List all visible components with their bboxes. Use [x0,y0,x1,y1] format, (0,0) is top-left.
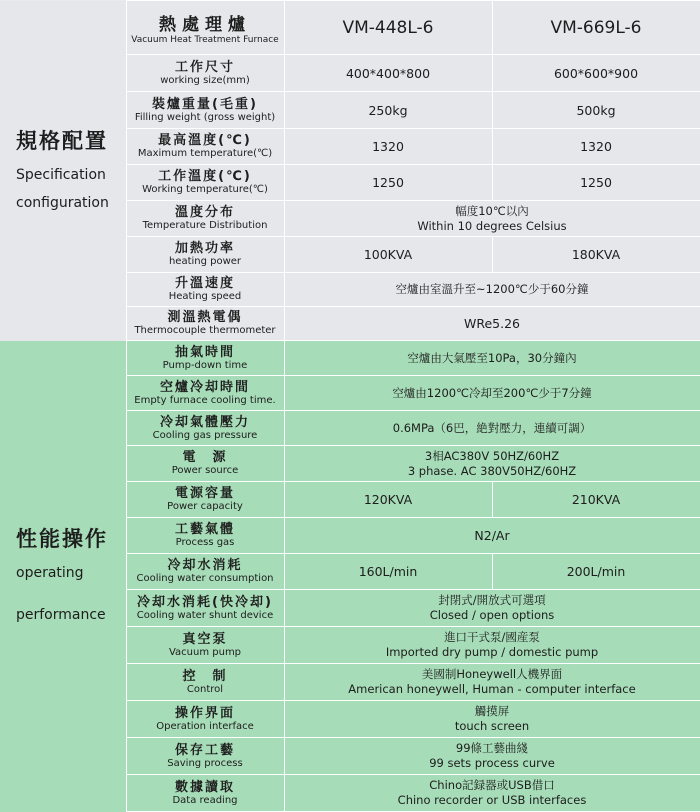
row-value-1: 120KVA [284,482,492,518]
section-spec-en1: Specification [16,166,106,183]
header-row [0,1,700,55]
row-value-merged: 空爐由室溫升至~1200℃少于60分鐘 [284,273,700,307]
row-value-1: 160L/min [284,554,492,590]
row-label: 保存工藝 Saving process [126,738,284,775]
row-value-1: 100KVA [284,237,492,273]
row-value-1: 1320 [284,129,492,165]
row-value-2: 180KVA [492,237,700,273]
row-value-merged: 進口干式泵/國産泵 Imported dry pump / domestic pump [284,627,700,664]
model-2: VM-669L-6 [492,1,700,55]
row-value-merged: N2/Ar [284,518,700,554]
row-value-2: 500kg [492,92,700,129]
row-label: 測溫熱電偶 Thermocouple thermometer [126,307,284,341]
section-perf [0,341,126,812]
section-spec [0,1,126,341]
header-label-cn: 熱處理爐 [159,15,251,35]
row-label: 電源容量 Power capacity [126,482,284,518]
row-value-merged: 封閉式/開放式可選項 Closed / open options [284,590,700,627]
row-value-merged: 3相AC380V 50HZ/60HZ 3 phase. AC 380V50HZ/60HZ [284,446,700,482]
row-value-merged: 99條工藝曲綫 99 sets process curve [284,738,700,775]
row-value-merged: 空爐由大氣壓至10Pa，30分鐘內 [284,341,700,376]
row-value-1: 250kg [284,92,492,129]
section-perf-en2: performance [16,607,106,623]
row-label: 冷却水消耗(快冷却) Cooling water shunt device [126,590,284,627]
row-label: 工藝氣體 Process gas [126,518,284,554]
row-value-merged: 幅度10℃以內 Within 10 degrees Celsius [284,201,700,237]
row-value-1: 1250 [284,165,492,201]
row-label: 操作界面 Operation interface [126,701,284,738]
row-label: 工作尺寸 working size(mm) [126,55,284,92]
row-value-2: 200L/min [492,554,700,590]
row-label: 溫度分布 Temperature Distribution [126,201,284,237]
table-row [0,341,700,376]
row-label: 升溫速度 Heating speed [126,273,284,307]
row-label: 抽氣時間 Pump-down time [126,341,284,376]
model-1: VM-448L-6 [284,1,492,55]
row-label: 冷却水消耗 Cooling water consumption [126,554,284,590]
row-value-merged: 美國制Honeywell人機界面 American honeywell, Human - computer interface [284,664,700,701]
row-label: 真空泵 Vacuum pump [126,627,284,664]
row-value-merged: 觸摸屏 touch screen [284,701,700,738]
row-value-2: 600*600*900 [492,55,700,92]
row-value-2: 1250 [492,165,700,201]
header-label-en: Vacuum Heat Treatment Furnace [131,35,279,45]
row-label: 電 源 Power source [126,446,284,482]
row-value-merged: 空爐由1200℃冷却至200℃少于7分鐘 [284,376,700,411]
row-label: 空爐冷却時間 Empty furnace cooling time. [126,376,284,411]
section-perf-cn: 性能操作 [16,527,108,551]
row-label: 最高溫度(℃) Maximum temperature(℃) [126,129,284,165]
row-value-merged: Chino記録器或USB借口 Chino recorder or USB interfaces [284,775,700,812]
row-label: 加熱功率 heating power [126,237,284,273]
header-label-cell [126,1,284,55]
row-label: 裝爐重量(毛重) Filling weight (gross weight) [126,92,284,129]
row-label: 控 制 Control [126,664,284,701]
row-label: 冷却氣體壓力 Cooling gas pressure [126,411,284,446]
section-perf-en1: operating [16,565,84,581]
row-value-1: 400*400*800 [284,55,492,92]
row-value-merged: 0.6MPa（6巴，絶對壓力，連續可調） [284,411,700,446]
row-value-2: 210KVA [492,482,700,518]
row-label: 數據讀取 Data reading [126,775,284,812]
section-spec-cn: 規格配置 [16,128,108,153]
row-value-2: 1320 [492,129,700,165]
section-spec-en2: configuration [16,194,109,211]
row-value-merged: WRe5.26 [284,307,700,341]
row-label: 工作溫度(℃) Working temperature(℃) [126,165,284,201]
